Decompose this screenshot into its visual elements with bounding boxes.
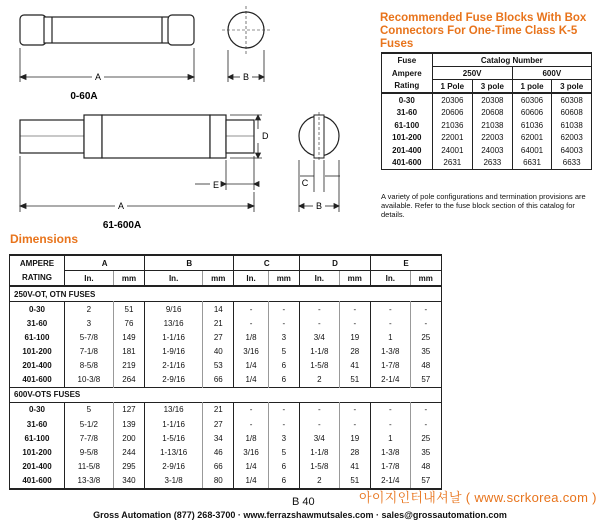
dimension-cell: 3/4 <box>300 330 340 344</box>
hdr-fuse: Fuse <box>382 53 433 67</box>
table-row <box>10 345 442 359</box>
dimension-cell: 340 <box>113 473 144 488</box>
dimension-cell: 1/8 <box>234 431 268 445</box>
hdr-col-c: C <box>234 255 300 271</box>
catalog-number-cell: 60308 <box>552 93 592 107</box>
hdr-dim-ampere: AMPERE <box>10 255 65 271</box>
dimension-cell: 25 <box>410 431 441 445</box>
ampere-rating-cell: 201-400 <box>10 359 65 373</box>
recommended-rating-cell: 401-600 <box>382 157 433 170</box>
hdr-col-b: B <box>145 255 234 271</box>
dimension-cell: 19 <box>339 330 370 344</box>
hdr-ampere: Ampere <box>382 67 433 80</box>
dimension-cell: 48 <box>410 459 441 473</box>
dimension-cell: - <box>339 302 370 317</box>
dimension-cell: 57 <box>410 473 441 488</box>
dimension-cell: 2-1/4 <box>370 473 410 488</box>
dimension-cell: 27 <box>203 417 234 431</box>
ampere-rating-cell: 201-400 <box>10 459 65 473</box>
table-row <box>10 373 442 388</box>
table-row <box>10 459 442 473</box>
dim-d-label: D <box>262 131 269 141</box>
dimensions-table <box>9 254 442 490</box>
unit-header: mm <box>268 271 299 287</box>
unit-header: In. <box>234 271 268 287</box>
recommended-rating-cell: 201-400 <box>382 144 433 157</box>
dimension-cell: 5 <box>268 445 299 459</box>
ampere-rating-cell: 31-60 <box>10 417 65 431</box>
dimension-cell: 7-1/8 <box>65 345 114 359</box>
dimension-cell: - <box>339 316 370 330</box>
catalog-number-cell: 2631 <box>432 157 472 170</box>
dimension-cell: 51 <box>113 302 144 317</box>
hdr-col-d: D <box>300 255 371 271</box>
dimension-cell: 1-5/16 <box>145 431 203 445</box>
dimension-cell: 1-13/16 <box>145 445 203 459</box>
table-row <box>10 330 442 344</box>
dimension-cell: 139 <box>113 417 144 431</box>
dimension-cell: 5-1/2 <box>65 417 114 431</box>
catalog-number-cell: 20608 <box>473 107 513 120</box>
dim-a-label: A <box>94 72 102 82</box>
dimension-cell: 8-5/8 <box>65 359 114 373</box>
dimension-cell: 1-5/8 <box>300 459 340 473</box>
dimension-cell: 9/16 <box>145 302 203 317</box>
section-row <box>10 387 442 402</box>
dimension-cell: - <box>234 417 268 431</box>
dimension-cell: - <box>268 302 299 317</box>
section-row <box>10 286 442 302</box>
label-61-600a: 61-600A <box>102 220 142 231</box>
ampere-rating-cell: 101-200 <box>10 345 65 359</box>
ampere-rating-cell: 61-100 <box>10 431 65 445</box>
dimension-cell: - <box>268 402 299 417</box>
catalog-number-cell: 6631 <box>512 157 552 170</box>
dimension-cell: - <box>234 316 268 330</box>
fuse-61-600-end-view <box>299 112 339 160</box>
hdr-rating: Rating <box>382 80 433 94</box>
dimension-cell: - <box>268 417 299 431</box>
catalog-number-cell: 21036 <box>432 119 472 132</box>
dimension-cell: - <box>268 316 299 330</box>
dimension-cell: 244 <box>113 445 144 459</box>
dimension-cell: 6 <box>268 373 299 388</box>
dimension-cell: 40 <box>203 345 234 359</box>
dimension-cell: 66 <box>203 459 234 473</box>
dimension-cell: 28 <box>339 345 370 359</box>
dimension-cell: 1-7/8 <box>370 359 410 373</box>
dimension-cell: - <box>370 417 410 431</box>
dimension-cell: 3 <box>65 316 114 330</box>
dimension-cell: 200 <box>113 431 144 445</box>
dimension-cell: 1-1/8 <box>300 445 340 459</box>
hdr-1pole-250: 1 Pole <box>432 80 472 94</box>
dimension-cell: 1-3/8 <box>370 345 410 359</box>
catalog-number-cell: 61036 <box>512 119 552 132</box>
recommended-rating-cell: 101-200 <box>382 132 433 145</box>
catalog-number-cell: 64001 <box>512 144 552 157</box>
dimension-cell: - <box>300 316 340 330</box>
dimension-cell: 6 <box>268 359 299 373</box>
dimension-cell: 51 <box>339 373 370 388</box>
dimension-cell: 127 <box>113 402 144 417</box>
dimension-cell: - <box>410 302 441 317</box>
dim-e-label: E <box>212 180 220 190</box>
catalog-number-cell: 20606 <box>432 107 472 120</box>
dimension-cell: 2-9/16 <box>145 459 203 473</box>
hdr-3pole-600: 3 pole <box>552 80 592 94</box>
recommended-rating-cell: 0-30 <box>382 93 433 107</box>
dimension-cell: 1-1/16 <box>145 417 203 431</box>
dimension-cell: 13-3/8 <box>65 473 114 488</box>
dimension-cell: 1-1/16 <box>145 330 203 344</box>
dimensions-title: Dimensions <box>10 232 79 246</box>
dimension-cell: 6 <box>268 459 299 473</box>
hdr-600v: 600V <box>512 67 591 80</box>
catalog-number-cell: 22003 <box>473 132 513 145</box>
dimension-cell: - <box>300 302 340 317</box>
unit-header: In. <box>370 271 410 287</box>
dimension-cell: 13/16 <box>145 316 203 330</box>
dimension-cell: 80 <box>203 473 234 488</box>
dimension-cell: 35 <box>410 445 441 459</box>
dimension-cell: - <box>234 402 268 417</box>
table-row <box>10 417 442 431</box>
ampere-rating-cell: 61-100 <box>10 330 65 344</box>
dimension-cell: 3/4 <box>300 431 340 445</box>
dimension-cell: 1 <box>370 330 410 344</box>
recommended-row <box>382 93 592 107</box>
dimension-cell: 1 <box>370 431 410 445</box>
hdr-dim-rating: RATING <box>10 271 65 287</box>
catalog-number-cell: 64003 <box>552 144 592 157</box>
ampere-rating-cell: 31-60 <box>10 316 65 330</box>
ampere-rating-cell: 401-600 <box>10 373 65 388</box>
dimension-cell: - <box>339 402 370 417</box>
catalog-number-cell: 20308 <box>473 93 513 107</box>
dimension-cell: 5-7/8 <box>65 330 114 344</box>
recommended-row <box>382 107 592 120</box>
unit-header: mm <box>113 271 144 287</box>
dimension-cell: 19 <box>339 431 370 445</box>
recommended-rating-cell: 31-60 <box>382 107 433 120</box>
unit-header: In. <box>300 271 340 287</box>
dimension-cell: 295 <box>113 459 144 473</box>
dimension-cell: 3 <box>268 431 299 445</box>
recommended-row <box>382 132 592 145</box>
dimension-cell: 11-5/8 <box>65 459 114 473</box>
dim-c-label: C <box>301 178 309 188</box>
table-row <box>10 445 442 459</box>
dimension-cell: 6 <box>268 473 299 488</box>
dimension-cell: - <box>300 402 340 417</box>
dimension-cell: 57 <box>410 373 441 388</box>
hdr-3pole-250: 3 pole <box>473 80 513 94</box>
dimension-cell: 2-1/4 <box>370 373 410 388</box>
hdr-1pole-600: 1 pole <box>512 80 552 94</box>
catalog-number-cell: 62003 <box>552 132 592 145</box>
dimension-cell: 10-3/8 <box>65 373 114 388</box>
dimension-cell: 21 <box>203 316 234 330</box>
dimension-cell: - <box>339 417 370 431</box>
dimension-cell: 3/16 <box>234 445 268 459</box>
ampere-rating-cell: 401-600 <box>10 473 65 488</box>
dimension-cell: 3-1/8 <box>145 473 203 488</box>
dimension-cell: 41 <box>339 459 370 473</box>
recommended-title-line1: Recommended Fuse Blocks With Box <box>380 12 587 24</box>
page-number: B 40 <box>292 496 315 508</box>
catalog-number-cell: 60608 <box>552 107 592 120</box>
label-0-60a: 0-60A <box>70 91 98 102</box>
dimension-cell: 1/4 <box>234 459 268 473</box>
dimension-cell: 1-7/8 <box>370 459 410 473</box>
dimension-cell: 219 <box>113 359 144 373</box>
catalog-number-cell: 6633 <box>552 157 592 170</box>
fuse-0-60-end-view <box>222 6 270 54</box>
dimension-cell: 76 <box>113 316 144 330</box>
catalog-number-cell: 20306 <box>432 93 472 107</box>
dimension-cell: 181 <box>113 345 144 359</box>
table-row <box>10 316 442 330</box>
dimension-cell: 2 <box>300 473 340 488</box>
unit-header: mm <box>339 271 370 287</box>
unit-header: mm <box>203 271 234 287</box>
table-row <box>10 402 442 417</box>
ampere-rating-cell: 0-30 <box>10 302 65 317</box>
dimension-cell: 2 <box>65 302 114 317</box>
dimension-cell: 48 <box>410 359 441 373</box>
dimension-cell: 7-7/8 <box>65 431 114 445</box>
unit-header: mm <box>410 271 441 287</box>
dimension-cell: 66 <box>203 373 234 388</box>
dim-a-label-61-600: A <box>117 201 125 211</box>
dimension-cell: 14 <box>203 302 234 317</box>
dimension-cell: - <box>410 402 441 417</box>
dimension-cell: - <box>370 302 410 317</box>
dimension-cell: 149 <box>113 330 144 344</box>
dimension-cell: 41 <box>339 359 370 373</box>
footer-contact: Gross Automation (877) 268-3700 · www.ferrazshawmutsales.com · sales@grossautomation.com <box>93 510 507 520</box>
dimension-cell: 5 <box>65 402 114 417</box>
dimension-cell: - <box>234 302 268 317</box>
dimension-cell: 9-5/8 <box>65 445 114 459</box>
unit-header: In. <box>145 271 203 287</box>
dimension-cell: 2 <box>300 373 340 388</box>
hdr-catalog: Catalog Number <box>432 53 591 67</box>
fuse-drawings <box>0 0 380 235</box>
hdr-col-e: E <box>370 255 441 271</box>
dimension-cell: 1/4 <box>234 473 268 488</box>
section-label: 600V-OTS FUSES <box>10 387 442 402</box>
dimension-cell: 2-1/16 <box>145 359 203 373</box>
dimension-cell: 2-9/16 <box>145 373 203 388</box>
catalog-number-cell: 24001 <box>432 144 472 157</box>
catalog-number-cell: 62001 <box>512 132 552 145</box>
dimension-cell: 34 <box>203 431 234 445</box>
table-row <box>10 431 442 445</box>
catalog-number-cell: 60606 <box>512 107 552 120</box>
fuse-0-60-drawing <box>20 15 194 45</box>
dimension-cell: 264 <box>113 373 144 388</box>
section-label: 250V-OT, OTN FUSES <box>10 286 442 302</box>
dimension-cell: 1/4 <box>234 359 268 373</box>
hdr-250v: 250V <box>432 67 512 80</box>
table-row <box>10 359 442 373</box>
dimension-cell: - <box>410 316 441 330</box>
watermark-text: 아이지인터내셔날 ( www.scrkorea.com ) <box>359 490 597 505</box>
table-row <box>10 302 442 317</box>
unit-header: In. <box>65 271 114 287</box>
dimension-cell: 21 <box>203 402 234 417</box>
catalog-number-cell: 21038 <box>473 119 513 132</box>
dim-b-label: B <box>242 72 250 82</box>
dimension-cell: 53 <box>203 359 234 373</box>
dimension-cell: 5 <box>268 345 299 359</box>
dimension-cell: 35 <box>410 345 441 359</box>
catalog-number-cell: 24003 <box>473 144 513 157</box>
recommended-row <box>382 144 592 157</box>
recommended-rating-cell: 61-100 <box>382 119 433 132</box>
dim-b-label-61-600: B <box>315 201 323 211</box>
dim-a-line-0-60 <box>20 48 194 82</box>
dimension-cell: - <box>410 417 441 431</box>
fuse-61-600-drawing <box>20 115 254 158</box>
catalog-number-cell: 2633 <box>473 157 513 170</box>
recommended-title <box>380 12 595 51</box>
hdr-col-a: A <box>65 255 145 271</box>
dimension-cell: 3/16 <box>234 345 268 359</box>
dimension-cell: - <box>300 417 340 431</box>
recommended-title-line2: Connectors For One-Time Class K-5 Fuses <box>380 25 578 50</box>
dimension-cell: 13/16 <box>145 402 203 417</box>
dimension-cell: 1/4 <box>234 373 268 388</box>
ampere-rating-cell: 0-30 <box>10 402 65 417</box>
dimension-cell: - <box>370 316 410 330</box>
catalog-number-cell: 22001 <box>432 132 472 145</box>
ampere-rating-cell: 101-200 <box>10 445 65 459</box>
dimension-cell: 25 <box>410 330 441 344</box>
dimension-cell: 3 <box>268 330 299 344</box>
dimension-cell: 46 <box>203 445 234 459</box>
dimension-cell: 27 <box>203 330 234 344</box>
catalog-number-cell: 61038 <box>552 119 592 132</box>
dimension-cell: 1-5/8 <box>300 359 340 373</box>
dimension-cell: 51 <box>339 473 370 488</box>
dimension-cell: 1-1/8 <box>300 345 340 359</box>
dimension-cell: 28 <box>339 445 370 459</box>
recommended-table <box>381 52 592 170</box>
dimension-cell: 1-9/16 <box>145 345 203 359</box>
recommended-note: A variety of pole configurations and termination provisions are available. Refer to the fuse block section of this catalog for details. <box>381 192 586 219</box>
recommended-row <box>382 119 592 132</box>
recommended-row <box>382 157 592 170</box>
dimension-cell: 1/8 <box>234 330 268 344</box>
catalog-number-cell: 60306 <box>512 93 552 107</box>
dimension-cell: - <box>370 402 410 417</box>
dimension-cell: 1-3/8 <box>370 445 410 459</box>
